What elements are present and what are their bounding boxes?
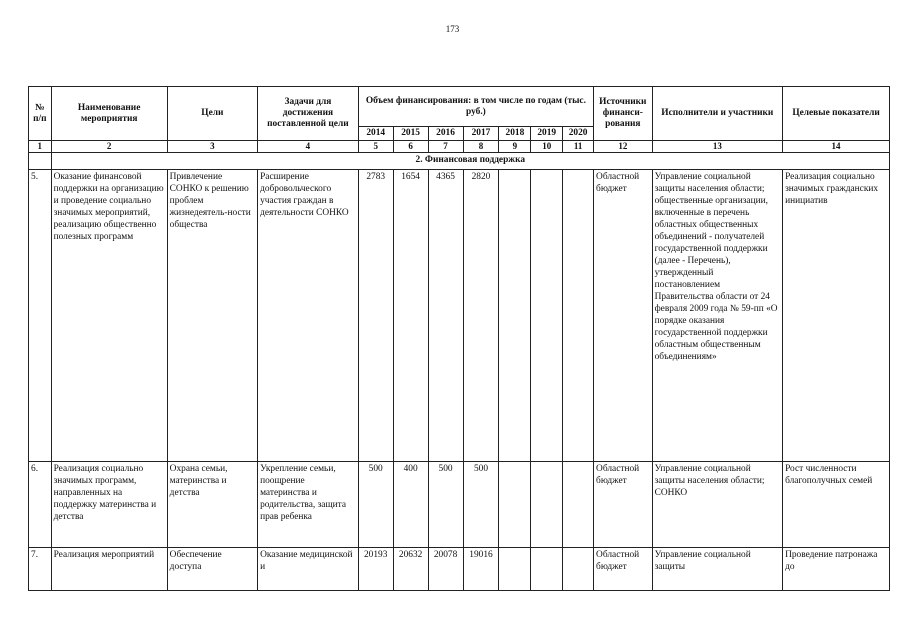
header-year: 2014	[358, 127, 393, 141]
row-value-2016: 20078	[428, 548, 463, 591]
row-executors: Управление социальной защиты	[652, 548, 782, 591]
row-tasks: Расширение добровольческого участия граждан в деятельности СОНКО	[258, 170, 359, 462]
row-targets: Проведение патронажа до	[783, 548, 890, 591]
row-value-2020	[563, 170, 594, 462]
column-number: 11	[563, 141, 594, 153]
header-year: 2017	[463, 127, 499, 141]
column-number: 1	[29, 141, 52, 153]
table-row	[29, 170, 890, 462]
column-number: 7	[428, 141, 463, 153]
row-value-2014: 2783	[358, 170, 393, 462]
row-source: Областной бюджет	[594, 548, 653, 591]
row-value-2016: 500	[428, 462, 463, 548]
row-name: Реализация социально значимых программ, направленных на поддержку материнства и детства	[51, 462, 167, 548]
row-goals: Охрана семьи, материнства и детства	[167, 462, 257, 548]
column-number: 2	[51, 141, 167, 153]
row-value-2016: 4365	[428, 170, 463, 462]
row-value-2020	[563, 462, 594, 548]
row-source: Областной бюджет	[594, 170, 653, 462]
row-name: Оказание финансовой поддержки на организацию и проведение социально значимых мероприятий, реализацию общественно полезных программ	[51, 170, 167, 462]
row-num: 7.	[29, 548, 52, 591]
row-goals: Привлечение СОНКО к решению проблем жизнедеятель-ности общества	[167, 170, 257, 462]
row-value-2014: 20193	[358, 548, 393, 591]
row-executors: Управление социальной защиты населения области; СОНКО	[652, 462, 782, 548]
row-value-2015: 20632	[393, 548, 428, 591]
funding-table	[28, 86, 890, 591]
section-title: 2. Финансовая поддержка	[51, 153, 889, 170]
header-funding: Объем финансирования: в том числе по годам (тыс. руб.)	[358, 87, 593, 127]
column-number: 5	[358, 141, 393, 153]
row-tasks: Оказание медицинской и	[258, 548, 359, 591]
row-value-2019	[531, 462, 563, 548]
row-goals: Обеспечение доступа	[167, 548, 257, 591]
row-targets: Рост численности благополучных семей	[783, 462, 890, 548]
column-number: 8	[463, 141, 499, 153]
header-year: 2018	[499, 127, 531, 141]
row-value-2018	[499, 170, 531, 462]
column-number: 9	[499, 141, 531, 153]
row-value-2017: 2820	[463, 170, 499, 462]
header-row	[29, 87, 890, 127]
section-row	[29, 153, 890, 170]
row-value-2017: 500	[463, 462, 499, 548]
header-sources: Источники финанси-рования	[594, 87, 653, 141]
row-value-2018	[499, 462, 531, 548]
header-name: Наименование мероприятия	[51, 87, 167, 141]
row-value-2019	[531, 170, 563, 462]
header-year: 2016	[428, 127, 463, 141]
row-value-2015: 400	[393, 462, 428, 548]
header-goals: Цели	[167, 87, 257, 141]
header-targets: Целевые показатели	[783, 87, 890, 141]
row-source: Областной бюджет	[594, 462, 653, 548]
row-name: Реализация мероприятий	[51, 548, 167, 591]
page-number: 173	[445, 24, 460, 34]
header-tasks: Задачи для достижения поставленной цели	[258, 87, 359, 141]
header-year: 2020	[563, 127, 594, 141]
column-number: 4	[258, 141, 359, 153]
row-executors: Управление социальной защиты населения области; общественные организации, включенные в перечень областных общественных объединений - получателей государственной поддержки (далее - Перечень), утвержденный постановлением Правительства области от 24 февраля 2009 года № 59-пп «О порядке оказания государственной поддержки областным общественным объединениям»	[652, 170, 782, 462]
row-num: 5.	[29, 170, 52, 462]
table-row	[29, 548, 890, 591]
row-value-2017: 19016	[463, 548, 499, 591]
table-row	[29, 462, 890, 548]
row-targets: Реализация социально значимых гражданских инициатив	[783, 170, 890, 462]
header-year: 2019	[531, 127, 563, 141]
column-number: 13	[652, 141, 782, 153]
row-tasks: Укрепление семьи, поощрение материнства и родительства, защита прав ребенка	[258, 462, 359, 548]
row-value-2015: 1654	[393, 170, 428, 462]
row-value-2018	[499, 548, 531, 591]
column-number: 12	[594, 141, 653, 153]
header-executors: Исполнители и участники	[652, 87, 782, 141]
row-value-2019	[531, 548, 563, 591]
row-value-2014: 500	[358, 462, 393, 548]
row-value-2020	[563, 548, 594, 591]
header-num: № п/п	[29, 87, 52, 141]
row-num: 6.	[29, 462, 52, 548]
header-year: 2015	[393, 127, 428, 141]
column-number: 3	[167, 141, 257, 153]
column-number: 10	[531, 141, 563, 153]
column-number: 14	[783, 141, 890, 153]
column-number: 6	[393, 141, 428, 153]
column-number-row	[29, 141, 890, 153]
